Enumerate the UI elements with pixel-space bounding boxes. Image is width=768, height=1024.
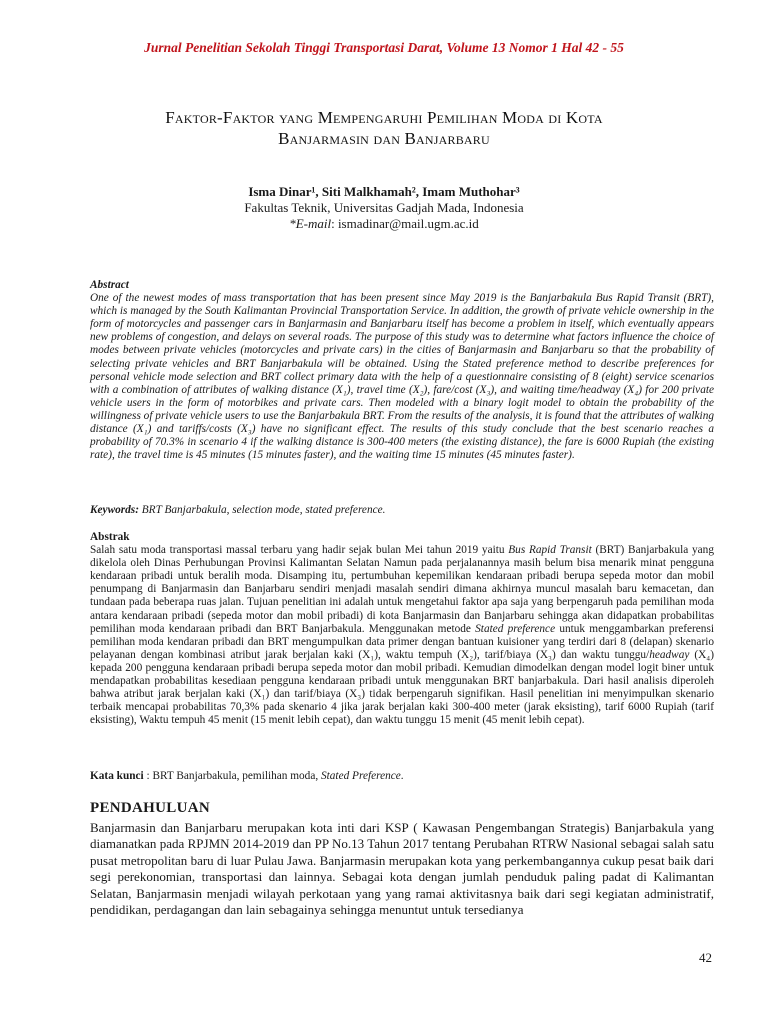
keywords-indonesian [90,770,714,782]
journal-header: Jurnal Penelitian Sekolah Tinggi Transportasi Darat, Volume 13 Nomor 1 Hal 42 - 55 [144,40,624,55]
page-number: 42 [699,950,712,965]
kata-kunci-b: Stated Preference [321,770,401,782]
abstract-indonesian [90,531,714,727]
title-line-2: Banjarmasin dan Banjarbaru [278,129,490,148]
abstrak-text-a: Salah satu moda transportasi massal terbaru yang hadir sejak bulan Mei tahun 2019 yaitu [90,544,509,557]
email-label: *E-mail [289,216,332,231]
section-heading: PENDAHULUAN [90,800,210,816]
abstrak-heading: Abstrak [90,531,130,543]
abstrak-text-sp: Stated preference [475,622,556,635]
keywords-text: BRT Banjarbakula, selection mode, stated preference. [138,504,386,516]
email-address: : ismadinar@mail.ugm.ac.id [331,216,479,231]
abstract-english [90,279,714,462]
kata-kunci-a: : BRT Banjarbakula, pemilihan moda, [143,770,321,782]
abstrak-text-brt: Bus Rapid Transit [508,544,592,557]
abstrak-text-b: (BRT) Banjarbakula yang dikelola oleh Dinas Perhubungan Provinsi Kalimantan Selatan Namun pada perjalanannya masih belum bisa menarik minat pengguna kendaraan pribadi untuk beralih moda. Disamping itu, pertumbuhan kepemilikan kendaraan pribadi berupa sepeda motor dan mobil penumpang di Banjarmasin dan Banjarbaru sendiri menjadi masalah sendiri dimana akhirnya muncul masalah baru kemacetan, dan tundaan pada beberapa ruas jalan. Tujuan penelitian ini adalah untuk mengetahui faktor apa saja yang berpengaruh pada pemilihan moda antara kendaraan pribadi (sepeda motor dan mobil pribadi) di kota Banjarmasin dan Banjarbaru sehingga akan didapatkan probabilitas pemilihan moda kendaraan pribadi dan BRT Banjarbakula. Menggunakan metode [90,544,714,635]
keywords-label: Keywords: [90,504,139,516]
keywords-english [90,504,714,516]
author-affiliation: Fakultas Teknik, Universitas Gadjah Mada, Indonesia [244,200,524,215]
intro-paragraph: Banjarmasin dan Banjarbaru merupakan kota inti dari KSP ( Kawasan Pengembangan Strategis) Banjarbakula yang diamanatkan pada RPJMN 2014-2019 dan PP No.13 Tahun 2017 tentang Perubahan RTRW Nasional sebagai salah satu pusat metropolitan baru di luar Pulau Jawa. Banjarmasin merupakan kota yang perkembangannya cukup pesat baik dari segi perekonomian, transportasi dan lainnya. Sebagai kota dengan jumlah penduduk paling padat di Kalimantan Selatan, Banjarmasin menjadi wilayah perkotaan yang yang ramai aktivitasnya baik dari segi kegiatan administratif, pendidikan, perdagangan dan lain sebagainya sehingga menuntut untuk tersedianya [90,820,714,918]
paper-title [60,107,708,149]
author-block [0,184,768,232]
abstract-text: One of the newest modes of mass transportation that has been present since May 2019 is the Banjarbakula Bus Rapid Transit (BRT), which is managed by the South Kalimantan Provincial Transportation Service. In addition, the growth of private vehicle ownership in the form of motorcycles and passenger cars in Banjarmasin and Banjarbaru itself has become a problem in itself, which eventually appears new problems of congestion, and delays on several roads. The purpose of this study was to determine what factors influence the choice of modes between private vehicles (motorcycles and private cars) in the cities of Banjarmasin and Banjarbaru so that the probability of selecting private vehicles and BRT Banjarbakula will be obtained. Using the Stated preference method to describe preferences for personal vehicle mode selection and BRT collect primary data with the help of a questionnaire consisting of 8 (eight) service scenarios with a combination of attributes of walking distance (X₁), travel time (X₂), fare/cost (X₃), and waiting time/headway (X₄) for 200 private vehicle users in the form of motorbikes and private cars. Then modeled with a binary logit model to obtain the probability of the willingness of private vehicle users to use the Banjarbakula BRT. From the results of the analysis, it is found that the attributes of walking distance (X₁) and tariffs/costs (X₃) have no significant effect. The results of this study conclude that the best scenario reaches a probability of 70.3% in scenario 4 if the walking distance is 300-400 meters (the existing distance), the fare is 6000 Rupiah (the existing rate), the travel time is 45 minutes (15 minutes faster), and the waiting time 15 minutes (45 minutes faster). [90,292,714,462]
kata-kunci-label: Kata kunci [90,770,144,782]
author-names: Isma Dinar¹, Siti Malkhamah², Imam Muthohar³ [248,184,520,199]
abstract-heading: Abstract [90,279,129,291]
abstrak-text-headway: headway [649,648,690,661]
abstrak-text-c: untuk menggambarkan preferensi pemilihan moda kendaran pribadi dan BRT mengumpulkan data primer dengan bantuan kuisioner yang terdiri dari 8 (delapan) skenario pelayanan dengan kombinasi atribut jarak berjalan kaki (X₁), waktu tempuh (X₂), tarif/biaya (X₃) dan waktu tunggu/ [90,622,714,661]
abstrak-text-d: (X₄) kepada 200 pengguna kendaraan pribadi berupa sepeda motor dan mobil pribadi. Kemudian dimodelkan dengan model logit biner untuk mendapatkan probabilitas kesediaan pengguna kendaraan pribadi untuk menggunakan BRT banjarbakula. Dari hasil analisis diperoleh bahwa atribut jarak berjalan kaki (X₁) dan tarif/biaya (X₃) tidak berpengaruh signifikan. Hasil penelitian ini menyimpulkan skenario terbaik mencapai probabilitas 70,3% pada skenario 4 jika jarak berjalan kaki 300-400 meter (jarak eksisting), tarif 6000 Rupiah (tarif eksisting), Waktu tempuh 45 menit (15 menit lebih cepat), dan waktu tunggu 15 menit (45 menit lebih cepat). [90,648,714,727]
kata-kunci-c: . [400,770,404,782]
title-line-1: Faktor-Faktor yang Mempengaruhi Pemilihan Moda di Kota [165,108,603,127]
author-email-line [0,216,768,232]
